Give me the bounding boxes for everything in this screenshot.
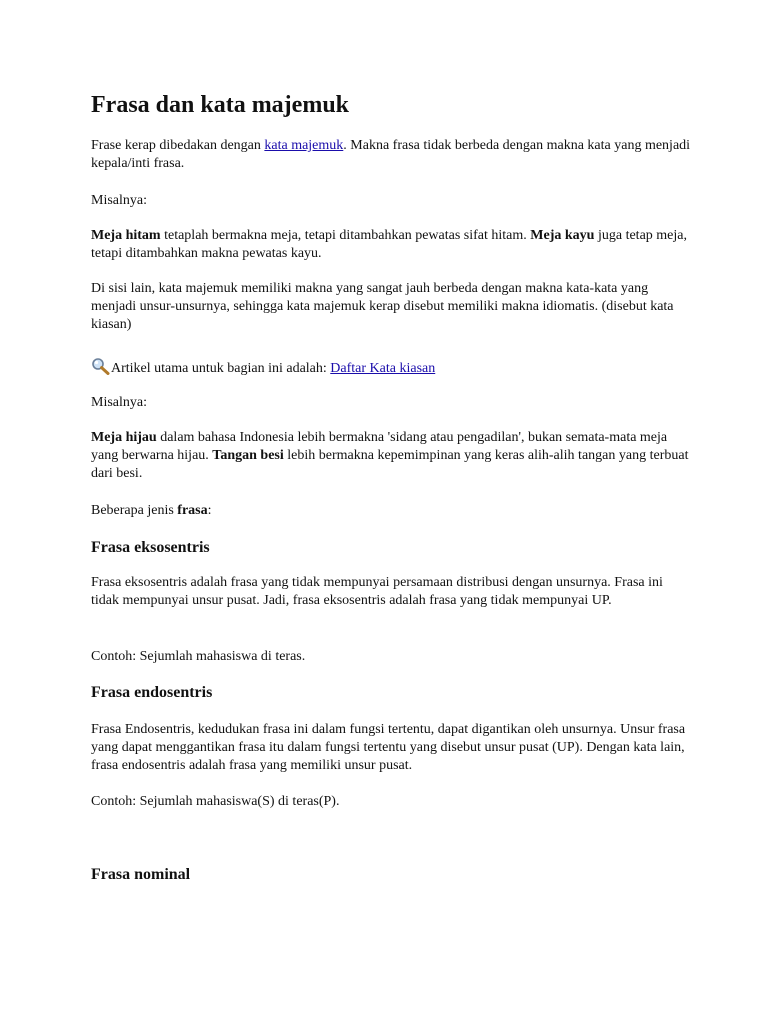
text: Frase kerap dibedakan dengan — [91, 138, 265, 153]
heading-frasa-eksosentris: Frasa eksosentris — [91, 539, 210, 556]
text: : — [207, 503, 212, 518]
link-daftar-kata-kiasan[interactable]: Daftar Kata kiasan — [330, 361, 436, 376]
main-article-note — [91, 357, 691, 378]
heading-frasa-nominal: Frasa nominal — [91, 866, 191, 883]
page-title: Frasa dan kata majemuk — [91, 92, 350, 118]
bold-term: frasa — [177, 503, 208, 518]
paragraph-eksosentris: Frasa eksosentris adalah frasa yang tidak mempunyai persamaan distribusi dengan unsurnya. Frasa ini tidak mempunyai unsur pusat. Jadi, frasa eksosentris adalah frasa yang tidak mempunyai UP. — [91, 575, 663, 608]
text: tetaplah bermakna meja, tetapi ditambahkan pewatas sifat hitam. — [160, 228, 531, 243]
paragraph-meja-hijau — [91, 429, 691, 483]
text: Artikel utama untuk bagian ini adalah: — [111, 361, 331, 376]
text: dalam bahasa Indonesia lebih bermakna 'sidang atau pengadilan', bukan semata-mata meja yang berwarna hijau. — [91, 430, 668, 463]
paragraph-meja-hitam — [91, 227, 691, 263]
paragraph-contoh-2: Contoh: Sejumlah mahasiswa(S) di teras(P). — [91, 794, 340, 809]
bold-term: Meja kayu — [530, 228, 595, 243]
bold-term: Meja hitam — [91, 228, 161, 243]
text: . Makna frasa tidak berbeda dengan makna kata yang menjadi kepala/inti frasa. — [91, 138, 691, 171]
paragraph-endosentris: Frasa Endosentris, kedudukan frasa ini dalam fungsi tertentu, dapat digantikan oleh unsurnya. Unsur frasa yang dapat menggantikan frasa itu dalam fungsi tertentu yang disebut unsur pusat (UP). Dengan kata lain, frasa endosentris adalah frasa yang memiliki unsur pusat. — [91, 722, 686, 773]
link-kata-majemuk[interactable]: kata majemuk — [264, 138, 344, 153]
paragraph-misalnya-2: Misalnya: — [91, 395, 147, 410]
paragraph-beberapa-jenis — [91, 502, 691, 520]
text: Beberapa jenis — [91, 503, 178, 518]
text: juga tetap meja, tetapi ditambahkan makna pewatas kayu. — [91, 228, 687, 261]
bold-term: Meja hijau — [91, 430, 157, 445]
paragraph-contoh-1: Contoh: Sejumlah mahasiswa di teras. — [91, 649, 306, 664]
magnifier-icon — [91, 357, 111, 375]
paragraph-misalnya-1: Misalnya: — [91, 193, 147, 208]
paragraph-intro — [91, 137, 691, 173]
text: lebih bermakna kepemimpinan yang keras alih-alih tangan yang terbuat dari besi. — [91, 448, 689, 481]
heading-frasa-endosentris: Frasa endosentris — [91, 684, 213, 701]
bold-term: Tangan besi — [212, 448, 284, 463]
paragraph-kata-majemuk: Di sisi lain, kata majemuk memiliki makna yang sangat jauh berbeda dengan makna kata-kata yang menjadi unsur-unsurnya, sehingga kata majemuk kerap disebut memiliki makna idiomatis. (disebut kata kiasan) — [91, 281, 674, 332]
